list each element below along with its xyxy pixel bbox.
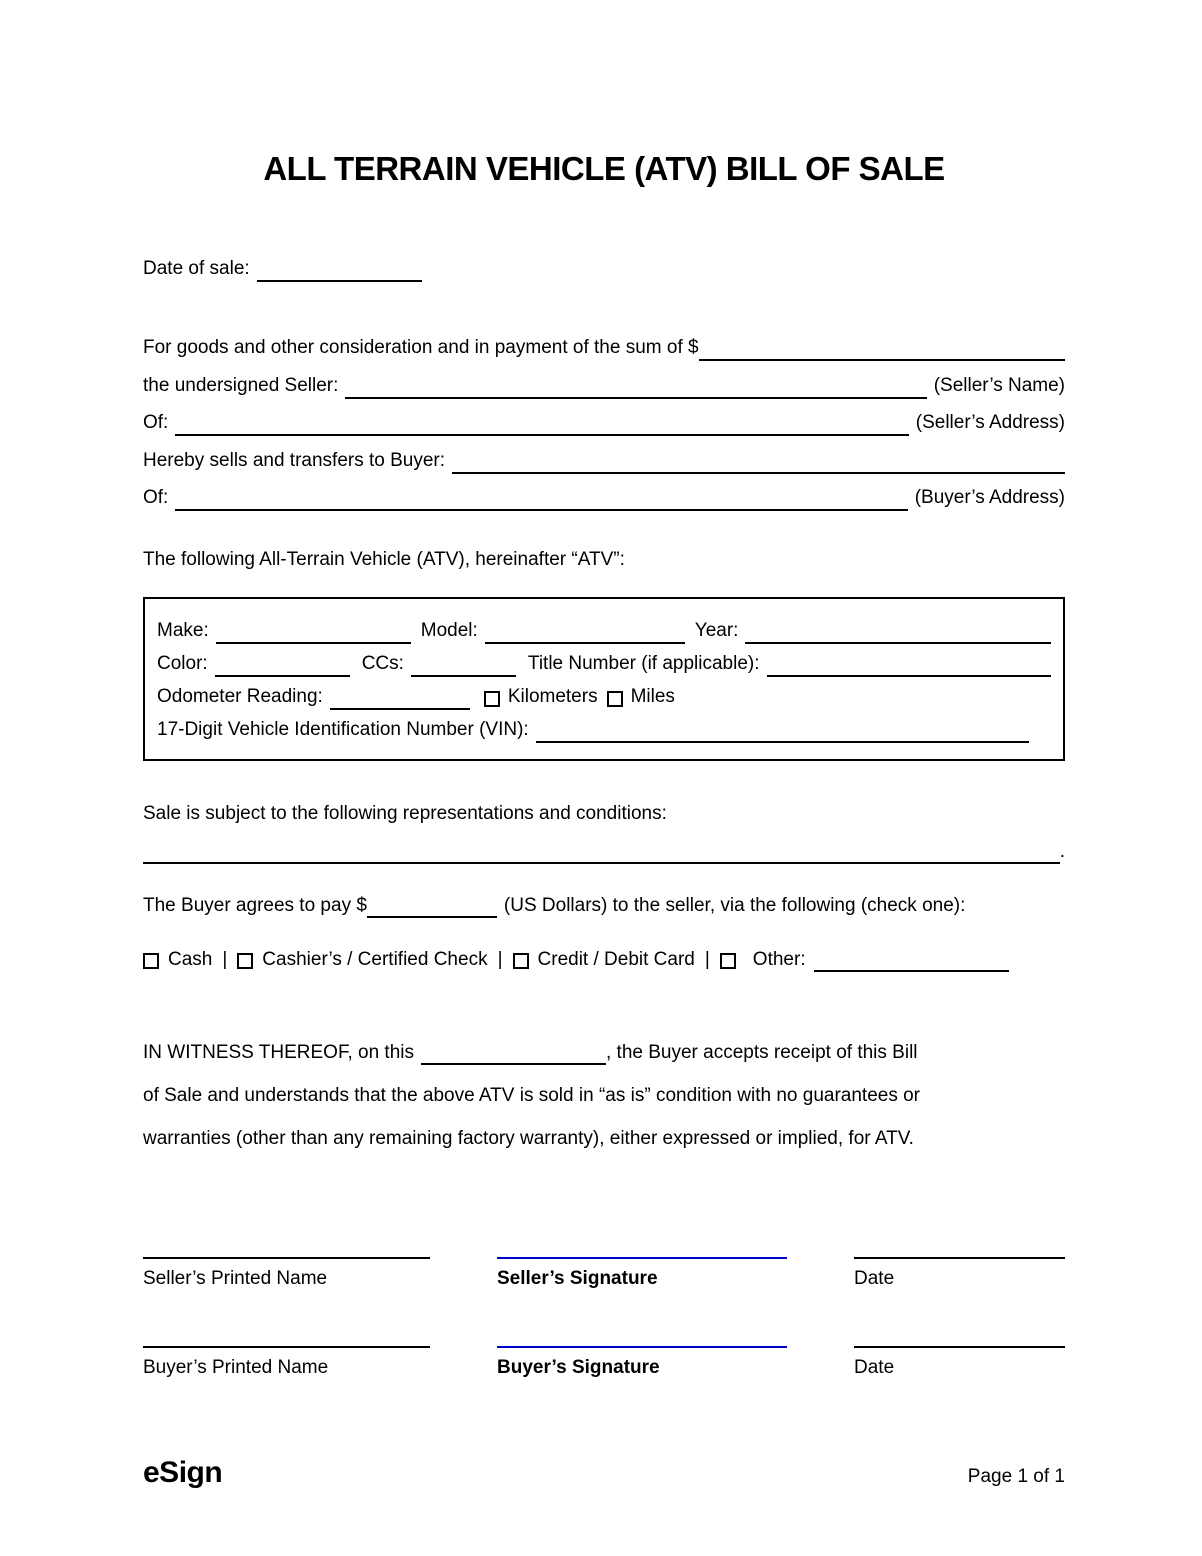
date-of-sale-label: Date of sale: <box>143 257 250 279</box>
buyer-address-row <box>143 474 1065 512</box>
miles-checkbox[interactable] <box>607 691 623 707</box>
other-checkbox[interactable] <box>720 953 736 969</box>
document-title: ALL TERRAIN VEHICLE (ATV) BILL OF SALE <box>263 150 945 187</box>
model-label: Model: <box>420 620 478 642</box>
seller-printed-name-line[interactable] <box>143 1257 430 1259</box>
ccs-label: CCs: <box>361 653 404 675</box>
seller-printed-name-label: Seller’s Printed Name <box>143 1268 328 1290</box>
seller-date-line[interactable] <box>854 1257 1065 1259</box>
odometer-field[interactable] <box>330 686 470 710</box>
seller-label: the undersigned Seller: <box>143 374 339 396</box>
seller-name-field[interactable] <box>345 375 926 399</box>
seller-signature-label: Seller’s Signature <box>497 1268 658 1290</box>
vin-row <box>157 710 1051 743</box>
cash-label: Cash <box>168 948 213 970</box>
vin-field[interactable] <box>536 719 1029 743</box>
page-footer <box>143 1456 1065 1490</box>
seller-date-label: Date <box>854 1268 895 1290</box>
payment-options-row <box>143 942 1065 972</box>
buyer-signature-line[interactable] <box>497 1346 787 1348</box>
option-separator: | <box>704 948 710 970</box>
seller-date-block <box>854 1257 1065 1292</box>
witness-line-1 <box>143 1022 1065 1065</box>
year-label: Year: <box>694 620 739 642</box>
make-label: Make: <box>157 620 209 642</box>
page-indicator: Page 1 of 1 <box>967 1466 1065 1487</box>
seller-name-hint: (Seller’s Name) <box>933 374 1065 396</box>
buyer-date-block <box>854 1346 1065 1381</box>
miles-label: Miles <box>630 686 675 708</box>
witness-after-blank: , the Buyer accepts receipt of this Bill <box>605 1041 918 1063</box>
title-number-label: Title Number (if applicable): <box>527 653 760 675</box>
kilometers-label: Kilometers <box>507 686 598 708</box>
witness-line-2: of Sale and understands that the above ATV is sold in “as is” condition with no guarantees or <box>143 1084 921 1106</box>
seller-address-hint: (Seller’s Address) <box>915 412 1065 434</box>
year-field[interactable] <box>745 620 1051 644</box>
buyer-address-hint: (Buyer’s Address) <box>914 487 1065 509</box>
vin-label: 17-Digit Vehicle Identification Number (VIN): <box>157 719 529 741</box>
seller-signature-block <box>497 1257 787 1292</box>
ccs-field[interactable] <box>411 653 516 677</box>
color-label: Color: <box>157 653 208 675</box>
esign-logo: eSign <box>143 1456 223 1489</box>
conditions-label: Sale is subject to the following representations and conditions: <box>143 802 667 824</box>
odometer-label: Odometer Reading: <box>157 686 323 708</box>
option-separator: | <box>497 948 503 970</box>
seller-signature-row <box>143 1257 1065 1292</box>
make-field[interactable] <box>216 620 411 644</box>
signatures-section <box>143 1257 1065 1380</box>
witness-line-3: warranties (other than any remaining factory warranty), either expressed or implied, for ATV. <box>143 1127 914 1149</box>
vehicle-info-box <box>143 597 1065 761</box>
seller-signature-line[interactable] <box>497 1257 787 1259</box>
witness-prefix: IN WITNESS THEREOF, on this <box>143 1041 414 1063</box>
payment-amount-field[interactable] <box>367 894 497 918</box>
buyer-label: Hereby sells and transfers to Buyer: <box>143 449 446 471</box>
conditions-field[interactable] <box>143 840 1060 864</box>
payment-row <box>143 890 1065 918</box>
date-of-sale-row <box>143 255 1065 282</box>
card-label: Credit / Debit Card <box>537 948 695 970</box>
buyer-name-field[interactable] <box>452 450 1065 474</box>
buyer-signature-row <box>143 1346 1065 1381</box>
seller-of-label: Of: <box>143 412 169 434</box>
witness-paragraph <box>143 1022 1065 1151</box>
buyer-printed-name-line[interactable] <box>143 1346 430 1348</box>
vehicle-intro: The following All-Terrain Vehicle (ATV), hereinafter “ATV”: <box>143 549 625 571</box>
buyer-signature-block <box>497 1346 787 1381</box>
payment-suffix: (US Dollars) to the seller, via the following (check one): <box>503 894 966 916</box>
consideration-row <box>143 324 1065 362</box>
kilometers-checkbox[interactable] <box>484 691 500 707</box>
check-label: Cashier’s / Certified Check <box>262 948 488 970</box>
model-field[interactable] <box>485 620 685 644</box>
title-number-field[interactable] <box>767 653 1051 677</box>
buyer-printed-name-label: Buyer’s Printed Name <box>143 1356 329 1378</box>
seller-name-row <box>143 361 1065 399</box>
witness-date-field[interactable] <box>421 1041 606 1065</box>
option-separator: | <box>222 948 228 970</box>
color-field[interactable] <box>215 653 350 677</box>
seller-address-row <box>143 399 1065 437</box>
other-label: Other: <box>752 948 806 970</box>
buyer-of-label: Of: <box>143 487 169 509</box>
buyer-date-label: Date <box>854 1356 895 1378</box>
card-checkbox[interactable] <box>513 953 529 969</box>
buyer-address-field[interactable] <box>175 487 907 511</box>
sale-amount-field[interactable] <box>699 337 1065 361</box>
other-field[interactable] <box>814 948 1009 972</box>
check-checkbox[interactable] <box>237 953 253 969</box>
seller-address-field[interactable] <box>175 412 908 436</box>
buyer-signature-label: Buyer’s Signature <box>497 1356 660 1378</box>
buyer-printed-name-block <box>143 1346 430 1381</box>
conditions-row <box>143 834 1065 864</box>
color-ccs-title-row <box>157 644 1051 677</box>
buyer-name-row <box>143 436 1065 474</box>
cash-checkbox[interactable] <box>143 953 159 969</box>
parties-section <box>143 324 1065 512</box>
odometer-row <box>157 677 1051 710</box>
payment-prefix: The Buyer agrees to pay $ <box>143 894 367 916</box>
buyer-date-line[interactable] <box>854 1346 1065 1348</box>
date-of-sale-field[interactable] <box>257 258 422 282</box>
conditions-period: . <box>1059 840 1065 862</box>
make-model-year-row <box>157 611 1051 644</box>
seller-printed-name-block <box>143 1257 430 1292</box>
consideration-label: For goods and other consideration and in payment of the sum of $ <box>143 337 699 359</box>
